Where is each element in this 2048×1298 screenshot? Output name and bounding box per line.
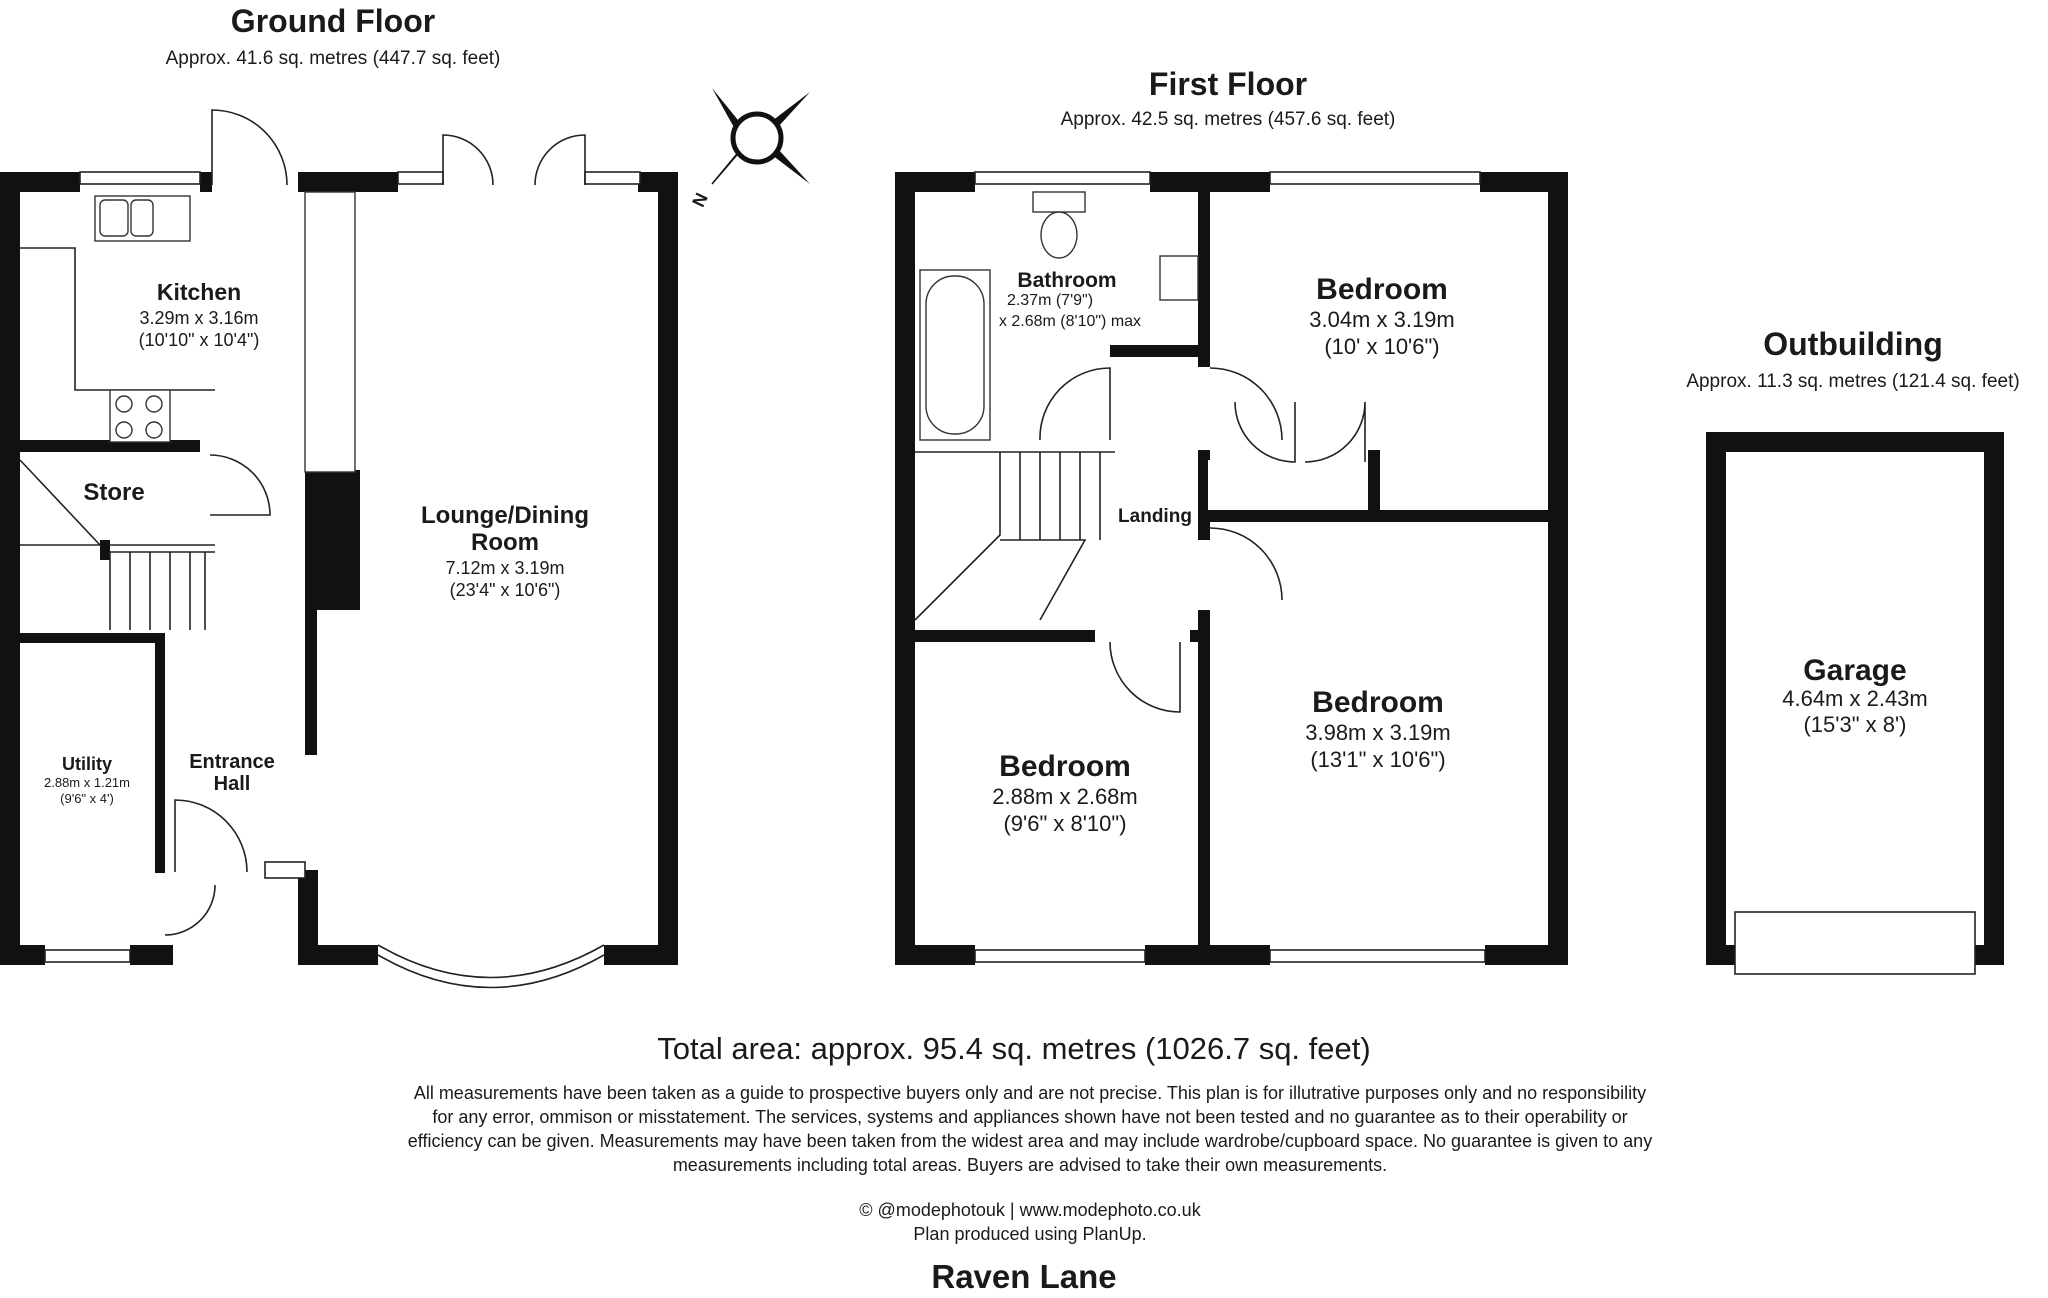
disclaimer-line: All measurements have been taken as a guide to prospective buyers only and are not precise. This plan is for illutrative purposes only and no responsibility bbox=[413, 1083, 1647, 1103]
utility-size-ft: (9'6" x 4') bbox=[60, 791, 114, 806]
bay-window bbox=[378, 945, 604, 978]
wall bbox=[1198, 172, 1210, 367]
outbuilding-plan bbox=[1686, 326, 2019, 974]
wall bbox=[305, 470, 317, 755]
hob-ring bbox=[146, 422, 162, 438]
bedroom-3-size-m: 2.88m x 2.68m bbox=[992, 784, 1138, 809]
wall bbox=[130, 945, 173, 965]
credit: © @modephotouk | www.modephoto.co.uk bbox=[859, 1200, 1201, 1220]
bathroom-size-line2: x 2.68m (8'10") max bbox=[998, 313, 1142, 330]
door-swing bbox=[1305, 402, 1365, 462]
lounge-name-line1: Lounge/Dining bbox=[421, 502, 589, 529]
wall bbox=[1480, 172, 1568, 192]
kitchen-size-m: 3.29m x 3.16m bbox=[139, 308, 259, 328]
door-swing bbox=[1210, 368, 1282, 440]
sink-bowl bbox=[131, 200, 153, 236]
garage-door bbox=[1735, 912, 1975, 974]
wall bbox=[0, 172, 20, 965]
wall bbox=[604, 945, 678, 965]
wall bbox=[1706, 945, 1736, 965]
wall bbox=[895, 172, 975, 192]
compass-north-label: N bbox=[688, 189, 712, 211]
garage-size-ft: (15'3" x 8') bbox=[1803, 712, 1907, 737]
compass-ring bbox=[733, 114, 781, 162]
entrance-name-line2: Hall bbox=[213, 773, 251, 795]
hob-ring bbox=[116, 422, 132, 438]
door-swing bbox=[165, 885, 215, 935]
bathroom-size-line1: 2.37m (7'9") bbox=[1006, 292, 1094, 309]
door-swing bbox=[175, 800, 247, 872]
wall bbox=[298, 172, 398, 192]
wall bbox=[1198, 520, 1210, 540]
basin-icon bbox=[1160, 256, 1198, 300]
wall bbox=[1368, 510, 1548, 522]
wall bbox=[1974, 945, 2004, 965]
wall bbox=[298, 870, 318, 965]
wall bbox=[200, 172, 212, 192]
first-floor-plan bbox=[895, 66, 1568, 965]
ground-floor-plan bbox=[0, 3, 678, 988]
ground-floor-title: Ground Floor bbox=[230, 3, 436, 39]
wall bbox=[658, 172, 678, 965]
window bbox=[45, 950, 130, 962]
toilet-cistern bbox=[1033, 192, 1085, 212]
door-swing bbox=[212, 110, 287, 185]
window bbox=[265, 862, 305, 878]
window bbox=[398, 172, 443, 184]
wall bbox=[1198, 610, 1210, 965]
wall bbox=[20, 633, 160, 643]
partition bbox=[305, 192, 355, 472]
kitchen-name: Kitchen bbox=[156, 279, 242, 305]
stairs bbox=[915, 452, 1115, 620]
utility-name: Utility bbox=[61, 754, 113, 774]
footer bbox=[408, 1031, 1652, 1295]
wall bbox=[0, 945, 45, 965]
window bbox=[1270, 950, 1485, 962]
disclaimer-line: efficiency can be given. Measurements may have been taken from the widest area and may include wardrobe/cupboard space. No guarantee is given to any bbox=[407, 1131, 1653, 1151]
door-swing bbox=[1040, 368, 1110, 440]
wall bbox=[1706, 432, 2004, 452]
bedroom-1-size-m: 3.04m x 3.19m bbox=[1309, 307, 1455, 332]
wall bbox=[1706, 432, 1726, 965]
lounge-size-m: 7.12m x 3.19m bbox=[445, 558, 565, 578]
door-swing bbox=[535, 135, 585, 185]
lounge-name-line2: Room bbox=[471, 529, 539, 556]
hob-ring bbox=[146, 396, 162, 412]
wall bbox=[895, 172, 915, 965]
wall bbox=[100, 540, 110, 560]
disclaimer-line: for any error, ommison or misstatement. The services, systems and appliances shown have not been tested and no guarantee as to their operability or bbox=[432, 1107, 1628, 1127]
wall bbox=[895, 630, 1095, 642]
door-swing bbox=[210, 455, 270, 515]
toilet-icon bbox=[1041, 212, 1077, 258]
wall bbox=[155, 633, 165, 873]
produced-by: Plan produced using PlanUp. bbox=[913, 1224, 1147, 1244]
bedroom-1-size-ft: (10' x 10'6") bbox=[1324, 334, 1440, 359]
garage-size-m: 4.64m x 2.43m bbox=[1782, 686, 1928, 711]
store-name: Store bbox=[83, 479, 145, 506]
hob-ring bbox=[116, 396, 132, 412]
window bbox=[975, 950, 1145, 962]
window bbox=[585, 172, 640, 184]
door-swing bbox=[1235, 402, 1295, 462]
property-name: Raven Lane bbox=[931, 1258, 1117, 1295]
bay-window bbox=[378, 955, 604, 988]
bedroom-2-size-m: 3.98m x 3.19m bbox=[1305, 720, 1451, 745]
bathroom-name: Bathroom bbox=[1017, 269, 1117, 292]
bedroom-3-size-ft: (9'6" x 8'10") bbox=[1003, 811, 1127, 836]
ground-floor-area: Approx. 41.6 sq. metres (447.7 sq. feet) bbox=[165, 48, 501, 69]
disclaimer-line: measurements including total areas. Buyers are advised to take their own measurements. bbox=[672, 1155, 1388, 1175]
wall bbox=[1984, 432, 2004, 965]
outbuilding-area: Approx. 11.3 sq. metres (121.4 sq. feet) bbox=[1686, 371, 2020, 392]
door-swing bbox=[443, 135, 493, 185]
window bbox=[975, 172, 1150, 184]
kitchen-size-ft: (10'10" x 10'4") bbox=[138, 330, 260, 350]
wall bbox=[1485, 945, 1568, 965]
wall bbox=[1548, 172, 1568, 965]
first-floor-title: First Floor bbox=[1148, 66, 1308, 102]
wall bbox=[895, 945, 975, 965]
window bbox=[80, 172, 200, 184]
bedroom-2-size-ft: (13'1" x 10'6") bbox=[1310, 747, 1446, 772]
bath-inner bbox=[926, 276, 984, 434]
compass-icon bbox=[688, 88, 810, 210]
entrance-name-line1: Entrance bbox=[189, 751, 275, 773]
bedroom-3-name: Bedroom bbox=[999, 750, 1131, 783]
garage-name: Garage bbox=[1803, 654, 1907, 687]
first-floor-area: Approx. 42.5 sq. metres (457.6 sq. feet) bbox=[1060, 109, 1396, 130]
bedroom-1-name: Bedroom bbox=[1316, 273, 1448, 306]
wall bbox=[0, 172, 80, 192]
total-area: Total area: approx. 95.4 sq. metres (1026.7 sq. feet) bbox=[657, 1031, 1371, 1066]
wall bbox=[1190, 630, 1210, 642]
sink-bowl bbox=[100, 200, 128, 236]
lounge-size-ft: (23'4" x 10'6") bbox=[449, 580, 561, 600]
utility-size-m: 2.88m x 1.21m bbox=[44, 775, 130, 790]
wall bbox=[1110, 345, 1210, 357]
stair-tread bbox=[130, 552, 205, 630]
landing-name: Landing bbox=[1118, 506, 1192, 527]
stair-tread bbox=[1000, 452, 1100, 620]
outbuilding-title: Outbuilding bbox=[1763, 326, 1943, 362]
bedroom-2-name: Bedroom bbox=[1312, 686, 1444, 719]
door-swing bbox=[1210, 528, 1282, 600]
door-swing bbox=[1110, 642, 1180, 712]
window bbox=[1270, 172, 1480, 184]
